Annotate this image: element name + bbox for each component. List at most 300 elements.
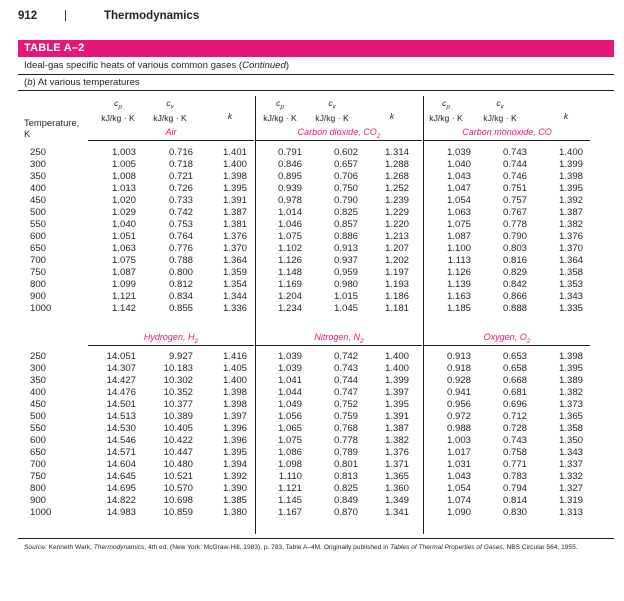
column-header bbox=[140, 98, 200, 123]
table-cell: 1.197 bbox=[384, 267, 409, 278]
table-cell: 0.813 bbox=[333, 471, 358, 482]
table-cell: 1.400 bbox=[384, 351, 409, 362]
column-header bbox=[470, 98, 530, 123]
header-separator: | bbox=[64, 10, 67, 22]
symbol-base: c bbox=[114, 98, 119, 108]
table-cell: 1.319 bbox=[558, 495, 583, 506]
gas-formula-subscript: 2 bbox=[194, 337, 199, 345]
table-cell: 1.063 bbox=[446, 207, 471, 218]
table-cell: 14.530 bbox=[106, 423, 136, 434]
table-cell: 0.768 bbox=[333, 423, 358, 434]
table-cell: 1.382 bbox=[384, 435, 409, 446]
column-symbol bbox=[114, 98, 122, 111]
temperature-cell: 500 bbox=[30, 207, 47, 218]
table-cell: 1.380 bbox=[222, 507, 247, 518]
gas-underline bbox=[88, 345, 254, 346]
table-cell: 0.842 bbox=[502, 279, 527, 290]
table-cell: 1.392 bbox=[558, 195, 583, 206]
column-unit: kJ/kg · K bbox=[153, 112, 187, 123]
temperature-unit: K bbox=[24, 128, 31, 139]
table-cell: 9.927 bbox=[168, 351, 193, 362]
table-cell: 1.121 bbox=[277, 483, 302, 494]
table-cell: 1.382 bbox=[558, 219, 583, 230]
temperature-cell: 900 bbox=[30, 495, 47, 506]
gas-name bbox=[256, 332, 422, 345]
table-cell: 1.400 bbox=[558, 147, 583, 158]
table-cell: 0.767 bbox=[502, 207, 527, 218]
table-cell: 0.742 bbox=[168, 207, 193, 218]
table-cell: 0.681 bbox=[502, 387, 527, 398]
table-cell: 1.396 bbox=[222, 435, 247, 446]
temperature-cell: 450 bbox=[30, 399, 47, 410]
table-label: TABLE A–2 bbox=[24, 42, 85, 54]
gas-underline bbox=[256, 140, 422, 141]
subcaption-rule bbox=[18, 90, 614, 91]
temperature-cell: 650 bbox=[30, 447, 47, 458]
gas-underline bbox=[256, 345, 422, 346]
temperature-cell: 1000 bbox=[30, 507, 52, 518]
table-cell: 14.822 bbox=[106, 495, 136, 506]
table-cell: 14.604 bbox=[106, 459, 136, 470]
table-cell: 1.102 bbox=[277, 243, 302, 254]
table-cell: 0.653 bbox=[502, 351, 527, 362]
temperature-cell: 800 bbox=[30, 279, 47, 290]
table-cell: 10.521 bbox=[163, 471, 193, 482]
table-cell: 1.003 bbox=[446, 435, 471, 446]
table-cell: 1.392 bbox=[222, 471, 247, 482]
table-cell: 1.288 bbox=[384, 159, 409, 170]
table-cell: 1.400 bbox=[222, 159, 247, 170]
table-cell: 0.751 bbox=[502, 183, 527, 194]
column-symbol: k bbox=[389, 111, 395, 121]
table-cell: 0.733 bbox=[168, 195, 193, 206]
table-cell: 14.571 bbox=[106, 447, 136, 458]
caption-end: ) bbox=[285, 60, 290, 71]
table-cell: 0.783 bbox=[502, 471, 527, 482]
table-cell: 0.750 bbox=[333, 183, 358, 194]
temperature-cell: 700 bbox=[30, 255, 47, 266]
table-cell: 1.376 bbox=[384, 447, 409, 458]
table-cell: 0.743 bbox=[502, 435, 527, 446]
table-cell: 1.234 bbox=[277, 303, 302, 314]
table-cell: 0.800 bbox=[168, 267, 193, 278]
table-cell: 1.390 bbox=[222, 483, 247, 494]
subcaption-prefix: ( bbox=[24, 77, 28, 88]
gas-formula-subscript: 2 bbox=[359, 337, 364, 345]
table-cell: 14.645 bbox=[106, 471, 136, 482]
temperature-cell: 350 bbox=[30, 171, 47, 182]
column-header bbox=[416, 98, 476, 123]
table-cell: 0.718 bbox=[168, 159, 193, 170]
table-cell: 1.213 bbox=[384, 231, 409, 242]
table-cell: 1.376 bbox=[558, 231, 583, 242]
table-cell: 1.344 bbox=[222, 291, 247, 302]
table-cell: 1.382 bbox=[558, 387, 583, 398]
table-cell: 1.400 bbox=[222, 375, 247, 386]
table-cell: 14.546 bbox=[106, 435, 136, 446]
gas-formula-subscript: 2 bbox=[526, 337, 531, 345]
table-cell: 1.399 bbox=[558, 159, 583, 170]
table-cell: 0.757 bbox=[502, 195, 527, 206]
temperature-cell: 450 bbox=[30, 195, 47, 206]
table-cell: 1.396 bbox=[222, 423, 247, 434]
table-cell: 0.886 bbox=[333, 231, 358, 242]
running-title: Thermodynamics bbox=[104, 10, 200, 22]
table-cell: 0.726 bbox=[168, 183, 193, 194]
column-unit: kJ/kg · K bbox=[101, 112, 135, 123]
caption-rule bbox=[18, 74, 614, 75]
table-cell: 0.778 bbox=[333, 435, 358, 446]
table-cell: 1.049 bbox=[277, 399, 302, 410]
table-cell: 0.895 bbox=[277, 171, 302, 182]
symbol-subscript: p bbox=[446, 104, 450, 111]
gas-name-text: Nitrogen, N bbox=[314, 332, 360, 342]
table-cell: 1.391 bbox=[384, 411, 409, 422]
table-cell: 1.327 bbox=[558, 483, 583, 494]
table-cell: 1.335 bbox=[558, 303, 583, 314]
table-cell: 0.812 bbox=[168, 279, 193, 290]
table-cell: 1.008 bbox=[111, 171, 136, 182]
table-cell: 1.054 bbox=[446, 483, 471, 494]
table-cell: 1.029 bbox=[111, 207, 136, 218]
table-cell: 1.395 bbox=[384, 399, 409, 410]
gas-name bbox=[88, 332, 254, 345]
table-cell: 1.360 bbox=[384, 483, 409, 494]
table-cell: 10.859 bbox=[163, 507, 193, 518]
table-cell: 14.695 bbox=[106, 483, 136, 494]
table-cell: 0.978 bbox=[277, 195, 302, 206]
table-cell: 0.941 bbox=[446, 387, 471, 398]
table-cell: 0.771 bbox=[502, 459, 527, 470]
table-cell: 1.400 bbox=[384, 363, 409, 374]
table-cell: 0.866 bbox=[502, 291, 527, 302]
table-cell: 1.017 bbox=[446, 447, 471, 458]
symbol-base: c bbox=[276, 98, 281, 108]
table-cell: 1.365 bbox=[384, 471, 409, 482]
table-cell: 0.830 bbox=[502, 507, 527, 518]
table-cell: 0.870 bbox=[333, 507, 358, 518]
table-cell: 0.776 bbox=[168, 243, 193, 254]
table-cell: 0.696 bbox=[502, 399, 527, 410]
table-cell: 14.427 bbox=[106, 375, 136, 386]
table-cell: 1.389 bbox=[558, 375, 583, 386]
table-cell: 0.712 bbox=[502, 411, 527, 422]
table-cell: 1.371 bbox=[384, 459, 409, 470]
table-cell: 10.352 bbox=[163, 387, 193, 398]
table-cell: 10.183 bbox=[163, 363, 193, 374]
table-cell: 0.752 bbox=[333, 399, 358, 410]
table-cell: 0.602 bbox=[333, 147, 358, 158]
table-cell: 1.039 bbox=[277, 351, 302, 362]
temperature-cell: 550 bbox=[30, 219, 47, 230]
table-cell: 0.939 bbox=[277, 183, 302, 194]
table-cell: 14.983 bbox=[106, 507, 136, 518]
temperature-cell: 750 bbox=[30, 471, 47, 482]
table-cell: 1.181 bbox=[384, 303, 409, 314]
table-cell: 1.139 bbox=[446, 279, 471, 290]
table-cell: 1.370 bbox=[222, 243, 247, 254]
table-cell: 0.829 bbox=[502, 267, 527, 278]
table-cell: 1.043 bbox=[446, 471, 471, 482]
table-cell: 1.364 bbox=[222, 255, 247, 266]
table-cell: 0.913 bbox=[333, 243, 358, 254]
table-cell: 0.825 bbox=[333, 483, 358, 494]
table-cell: 10.405 bbox=[163, 423, 193, 434]
table-cell: 0.814 bbox=[502, 495, 527, 506]
table-cell: 0.888 bbox=[502, 303, 527, 314]
table-cell: 0.928 bbox=[446, 375, 471, 386]
table-cell: 0.846 bbox=[277, 159, 302, 170]
table-cell: 1.391 bbox=[222, 195, 247, 206]
table-cell: 1.341 bbox=[384, 507, 409, 518]
temperature-cell: 250 bbox=[30, 147, 47, 158]
temperature-cell: 900 bbox=[30, 291, 47, 302]
table-cell: 1.075 bbox=[111, 255, 136, 266]
temperature-cell: 550 bbox=[30, 423, 47, 434]
table-cell: 1.100 bbox=[446, 243, 471, 254]
table-cell: 0.789 bbox=[333, 447, 358, 458]
table-cell: 0.801 bbox=[333, 459, 358, 470]
table-cell: 1.314 bbox=[384, 147, 409, 158]
source-note bbox=[24, 544, 604, 553]
column-unit: kJ/kg · K bbox=[315, 112, 349, 123]
table-cell: 1.063 bbox=[111, 243, 136, 254]
table-cell: 0.706 bbox=[333, 171, 358, 182]
table-cell: 0.816 bbox=[502, 255, 527, 266]
table-cell: 0.972 bbox=[446, 411, 471, 422]
table-cell: 0.743 bbox=[502, 147, 527, 158]
symbol-base: c bbox=[328, 98, 333, 108]
table-cell: 1.401 bbox=[222, 147, 247, 158]
table-cell: 1.398 bbox=[222, 171, 247, 182]
temperature-cell: 650 bbox=[30, 243, 47, 254]
table-cell: 1.395 bbox=[558, 363, 583, 374]
table-cell: 10.302 bbox=[163, 375, 193, 386]
table-cell: 0.778 bbox=[502, 219, 527, 230]
bottom-rule bbox=[18, 538, 614, 539]
table-cell: 0.742 bbox=[333, 351, 358, 362]
caption-main: Ideal-gas specific heats of various common gases ( bbox=[24, 60, 243, 71]
table-cell: 0.790 bbox=[502, 231, 527, 242]
subcaption-rest: ) At various temperatures bbox=[32, 77, 140, 88]
table-cell: 0.657 bbox=[333, 159, 358, 170]
table-cell: 0.791 bbox=[277, 147, 302, 158]
source-label: Source: bbox=[24, 544, 47, 551]
table-cell: 0.788 bbox=[168, 255, 193, 266]
table-cell: 1.126 bbox=[277, 255, 302, 266]
table-cell: 14.501 bbox=[106, 399, 136, 410]
table-cell: 0.988 bbox=[446, 423, 471, 434]
table-cell: 1.046 bbox=[277, 219, 302, 230]
table-cell: 1.013 bbox=[111, 183, 136, 194]
table-cell: 1.202 bbox=[384, 255, 409, 266]
caption-italic: Continued bbox=[242, 60, 286, 71]
table-cell: 1.167 bbox=[277, 507, 302, 518]
table-cell: 0.913 bbox=[446, 351, 471, 362]
table-cell: 1.086 bbox=[277, 447, 302, 458]
column-unit: kJ/kg · K bbox=[483, 112, 517, 123]
gas-name bbox=[256, 127, 422, 140]
table-cell: 1.398 bbox=[222, 399, 247, 410]
table-cell: 0.790 bbox=[333, 195, 358, 206]
table-cell: 1.041 bbox=[277, 375, 302, 386]
table-cell: 1.387 bbox=[384, 423, 409, 434]
table-cell: 0.744 bbox=[502, 159, 527, 170]
table-cell: 1.126 bbox=[446, 267, 471, 278]
table-cell: 1.387 bbox=[558, 207, 583, 218]
table-cell: 10.422 bbox=[163, 435, 193, 446]
table-cell: 1.039 bbox=[277, 363, 302, 374]
table-cell: 1.047 bbox=[446, 183, 471, 194]
table-cell: 1.229 bbox=[384, 207, 409, 218]
source-italic-2: Tables of Thermal Properties of Gases bbox=[390, 544, 503, 551]
table-cell: 1.395 bbox=[222, 447, 247, 458]
table-cell: 1.332 bbox=[558, 471, 583, 482]
table-cell: 1.394 bbox=[222, 459, 247, 470]
symbol-subscript: p bbox=[280, 104, 284, 111]
table-cell: 0.728 bbox=[502, 423, 527, 434]
table-cell: 1.268 bbox=[384, 171, 409, 182]
table-cell: 1.090 bbox=[446, 507, 471, 518]
source-italic-1: Thermodynamics bbox=[93, 544, 145, 551]
table-cell: 0.743 bbox=[333, 363, 358, 374]
column-header bbox=[250, 98, 310, 123]
table-cell: 0.857 bbox=[333, 219, 358, 230]
column-header bbox=[362, 111, 422, 121]
table-cell: 1.098 bbox=[277, 459, 302, 470]
table-cell: 0.721 bbox=[168, 171, 193, 182]
temperature-cell: 600 bbox=[30, 435, 47, 446]
table-cell: 1.169 bbox=[277, 279, 302, 290]
table-cell: 1.204 bbox=[277, 291, 302, 302]
table-cell: 0.825 bbox=[333, 207, 358, 218]
table-cell: 0.956 bbox=[446, 399, 471, 410]
gas-name bbox=[88, 127, 254, 137]
table-cell: 1.398 bbox=[558, 351, 583, 362]
table-cell: 1.040 bbox=[446, 159, 471, 170]
column-symbol: k bbox=[563, 111, 569, 121]
table-cell: 1.343 bbox=[558, 447, 583, 458]
table-cell: 10.447 bbox=[163, 447, 193, 458]
temperature-cell: 600 bbox=[30, 231, 47, 242]
gas-underline bbox=[88, 140, 254, 141]
column-header bbox=[302, 98, 362, 123]
table-cell: 0.980 bbox=[333, 279, 358, 290]
table-cell: 0.758 bbox=[502, 447, 527, 458]
gas-name bbox=[424, 332, 590, 345]
temperature-cell: 750 bbox=[30, 267, 47, 278]
table-cell: 10.698 bbox=[163, 495, 193, 506]
gas-formula-subscript: 2 bbox=[376, 132, 381, 140]
table-cell: 1.370 bbox=[558, 243, 583, 254]
table-cell: 1.337 bbox=[558, 459, 583, 470]
table-cell: 1.148 bbox=[277, 267, 302, 278]
table-cell: 0.753 bbox=[168, 219, 193, 230]
table-cell: 1.398 bbox=[558, 171, 583, 182]
table-cell: 0.803 bbox=[502, 243, 527, 254]
temperature-cell: 300 bbox=[30, 363, 47, 374]
table-cell: 1.358 bbox=[558, 423, 583, 434]
table-cell: 10.570 bbox=[163, 483, 193, 494]
table-cell: 1.399 bbox=[384, 375, 409, 386]
table-cell: 1.397 bbox=[384, 387, 409, 398]
table-cell: 0.794 bbox=[502, 483, 527, 494]
table-cell: 1.142 bbox=[111, 303, 136, 314]
table-cell: 1.005 bbox=[111, 159, 136, 170]
table-cell: 1.113 bbox=[447, 255, 471, 266]
table-cell: 1.051 bbox=[111, 231, 136, 242]
subcaption-letter: b bbox=[27, 77, 33, 88]
gas-underline bbox=[424, 345, 590, 346]
table-cell: 1.395 bbox=[558, 183, 583, 194]
table-cell: 1.075 bbox=[446, 219, 471, 230]
temperature-cell: 300 bbox=[30, 159, 47, 170]
table-cell: 1.359 bbox=[222, 267, 247, 278]
table-cell: 1.020 bbox=[111, 195, 136, 206]
table-cell: 1.207 bbox=[384, 243, 409, 254]
page-number: 912 bbox=[18, 10, 38, 22]
table-cell: 0.959 bbox=[333, 267, 358, 278]
gas-underline bbox=[424, 140, 590, 141]
table-cell: 1.075 bbox=[277, 231, 302, 242]
table-cell: 1.336 bbox=[222, 303, 247, 314]
table-cell: 14.051 bbox=[106, 351, 136, 362]
source-text-3: , NBS Circular 564, 1955. bbox=[502, 544, 578, 551]
table-cell: 1.239 bbox=[384, 195, 409, 206]
table-cell: 1.358 bbox=[558, 267, 583, 278]
table-cell: 0.855 bbox=[168, 303, 193, 314]
gas-name-text: Carbon dioxide, CO bbox=[297, 127, 377, 137]
table-cell: 1.186 bbox=[384, 291, 409, 302]
table-cell: 1.163 bbox=[446, 291, 471, 302]
table-cell: 1.054 bbox=[446, 195, 471, 206]
temperature-cell: 500 bbox=[30, 411, 47, 422]
table-cell: 14.476 bbox=[106, 387, 136, 398]
table-cell: 1.365 bbox=[558, 411, 583, 422]
table-cell: 1.405 bbox=[222, 363, 247, 374]
table-cell: 1.343 bbox=[558, 291, 583, 302]
table-cell: 1.364 bbox=[558, 255, 583, 266]
symbol-base: c bbox=[442, 98, 447, 108]
symbol-subscript: v bbox=[332, 104, 336, 111]
table-cell: 10.377 bbox=[163, 399, 193, 410]
table-cell: 1.252 bbox=[384, 183, 409, 194]
table-cell: 1.387 bbox=[222, 207, 247, 218]
table-cell: 1.045 bbox=[333, 303, 358, 314]
table-cell: 1.350 bbox=[558, 435, 583, 446]
temperature-label: Temperature, bbox=[24, 117, 80, 128]
table-cell: 1.014 bbox=[277, 207, 302, 218]
column-unit: kJ/kg · K bbox=[263, 112, 297, 123]
table-cell: 1.376 bbox=[222, 231, 247, 242]
table-cell: 10.389 bbox=[163, 411, 193, 422]
temperature-cell: 250 bbox=[30, 351, 47, 362]
table-cell: 1.349 bbox=[384, 495, 409, 506]
table-cell: 0.759 bbox=[333, 411, 358, 422]
table-caption bbox=[24, 60, 289, 71]
table-cell: 0.937 bbox=[333, 255, 358, 266]
gas-name-text: Oxygen, O bbox=[483, 332, 527, 342]
column-symbol bbox=[166, 98, 174, 111]
source-text-1: Kenneth Wark, bbox=[46, 544, 94, 551]
column-header bbox=[88, 98, 148, 123]
table-cell: 1.039 bbox=[446, 147, 471, 158]
table-cell: 1.065 bbox=[277, 423, 302, 434]
column-unit: kJ/kg · K bbox=[429, 112, 463, 123]
table-cell: 1.385 bbox=[222, 495, 247, 506]
table-cell: 1.003 bbox=[111, 147, 136, 158]
symbol-subscript: p bbox=[118, 104, 122, 111]
